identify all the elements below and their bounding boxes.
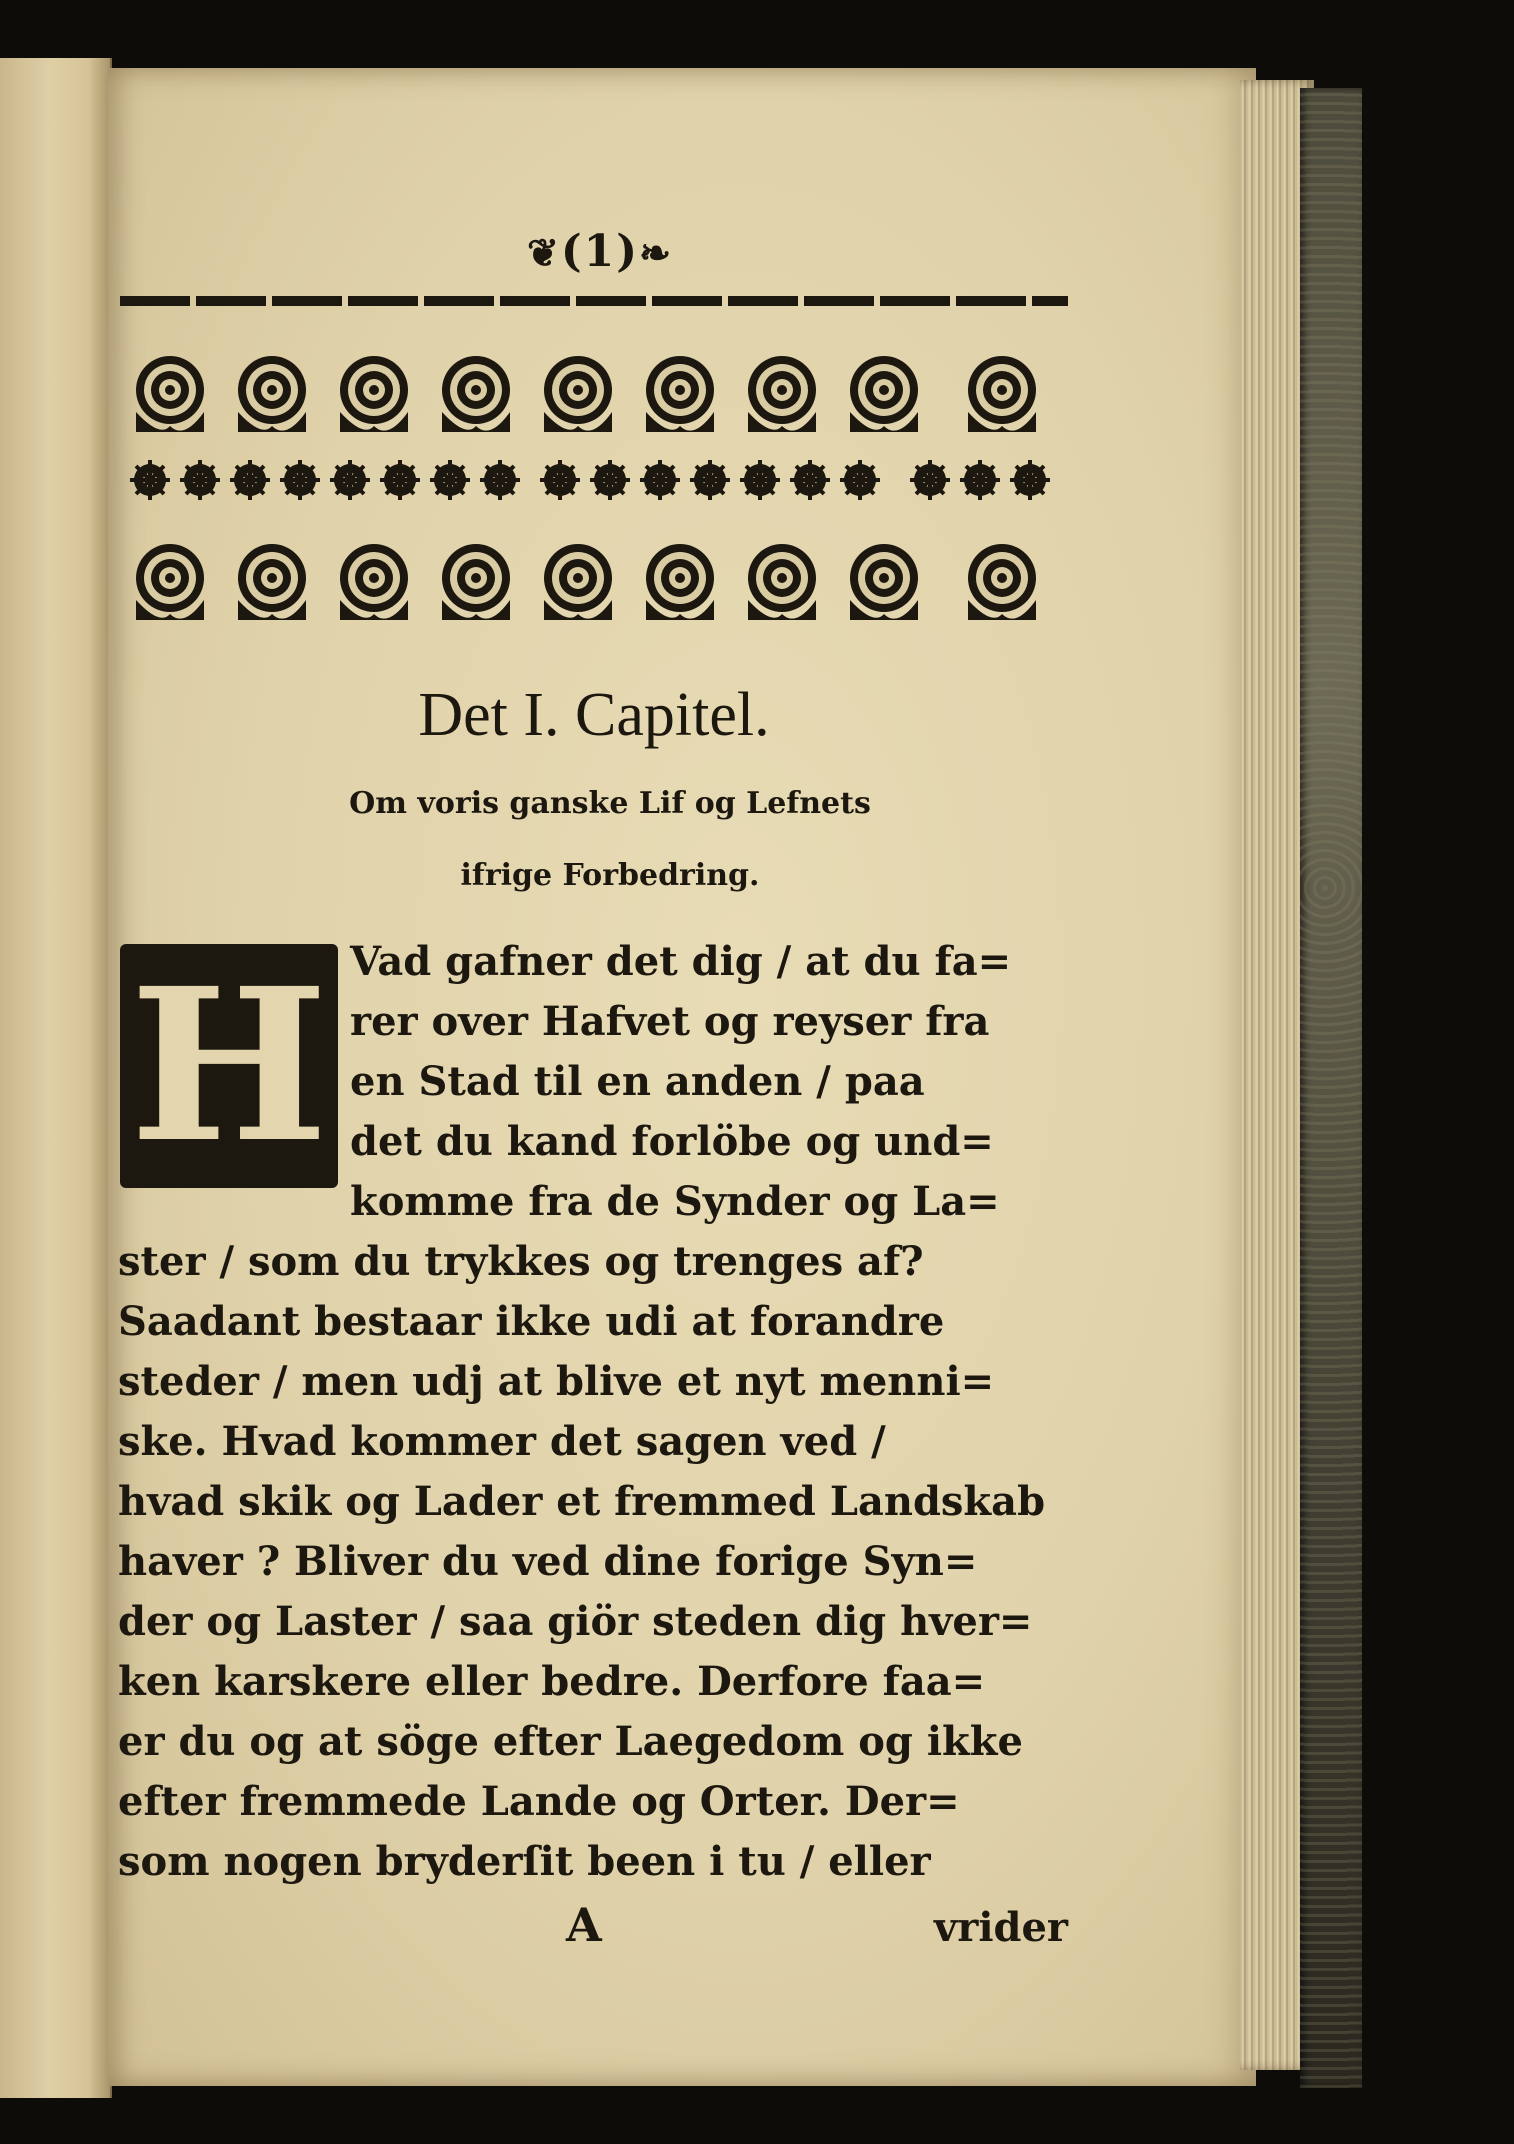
body-line: Saadant bestaar ikke udi at forandre [118,1298,945,1345]
header-left-ornament: ❦ [527,230,561,275]
body-line: hvad skik og Lader et fremmed Landskab [118,1478,1046,1525]
body-line: det du kand forlöbe og und= [350,1118,994,1165]
ornament-row-top [136,356,1036,432]
ornament-row-bottom [136,544,1036,620]
page-header [440,226,760,277]
chapter-title-line-2: ifrige Forbedring. [460,858,760,893]
initial-letter: H [129,942,329,1189]
body-line: ster / som du trykkes og trenges af? [118,1238,924,1285]
cover-board [1300,88,1362,2088]
ornament-row-middle [130,460,1050,500]
body-line: Vad gafner det dig / at du fa= [350,938,1012,985]
header-rule [120,296,1068,306]
body-line: efter fremmede Lande og Orter. Der= [118,1778,960,1825]
body-line: steder / men udj at blive et nyt menni= [118,1358,995,1405]
body-line: er du og at söge efter Laegedom og ikke [118,1718,1023,1765]
previous-page-edge [0,58,112,2098]
body-line: haver ? Bliver du ved dine forige Syn= [118,1538,978,1585]
body-line: ken karskere eller bedre. Derfore faa= [118,1658,986,1705]
body-line: ske. Hvad kommer det sagen ved / [118,1418,886,1465]
page-number: (1) [560,226,640,277]
body-line: der og Laster / saa giör steden dig hver= [118,1598,1033,1645]
signature-mark: A [566,1898,602,1952]
chapter-title-line-1: Om voris ganske Lif og Lefnets [349,786,871,821]
body-line: en Stad til en anden / paa [350,1058,925,1105]
decorated-initial [120,944,338,1188]
body-line: som nogen bryderſit been i tu / eller [118,1838,931,1885]
chapter-title [150,768,1070,912]
body-line: rer over Hafvet og reyser fra [350,998,990,1045]
header-right-ornament: ❧ [639,230,673,275]
ornament-band [122,330,1066,630]
chapter-heading: Det I. Capitel. [418,681,770,749]
body-line: komme fra de Synder og La= [350,1178,1000,1225]
catchword: vrider [934,1904,1069,1951]
